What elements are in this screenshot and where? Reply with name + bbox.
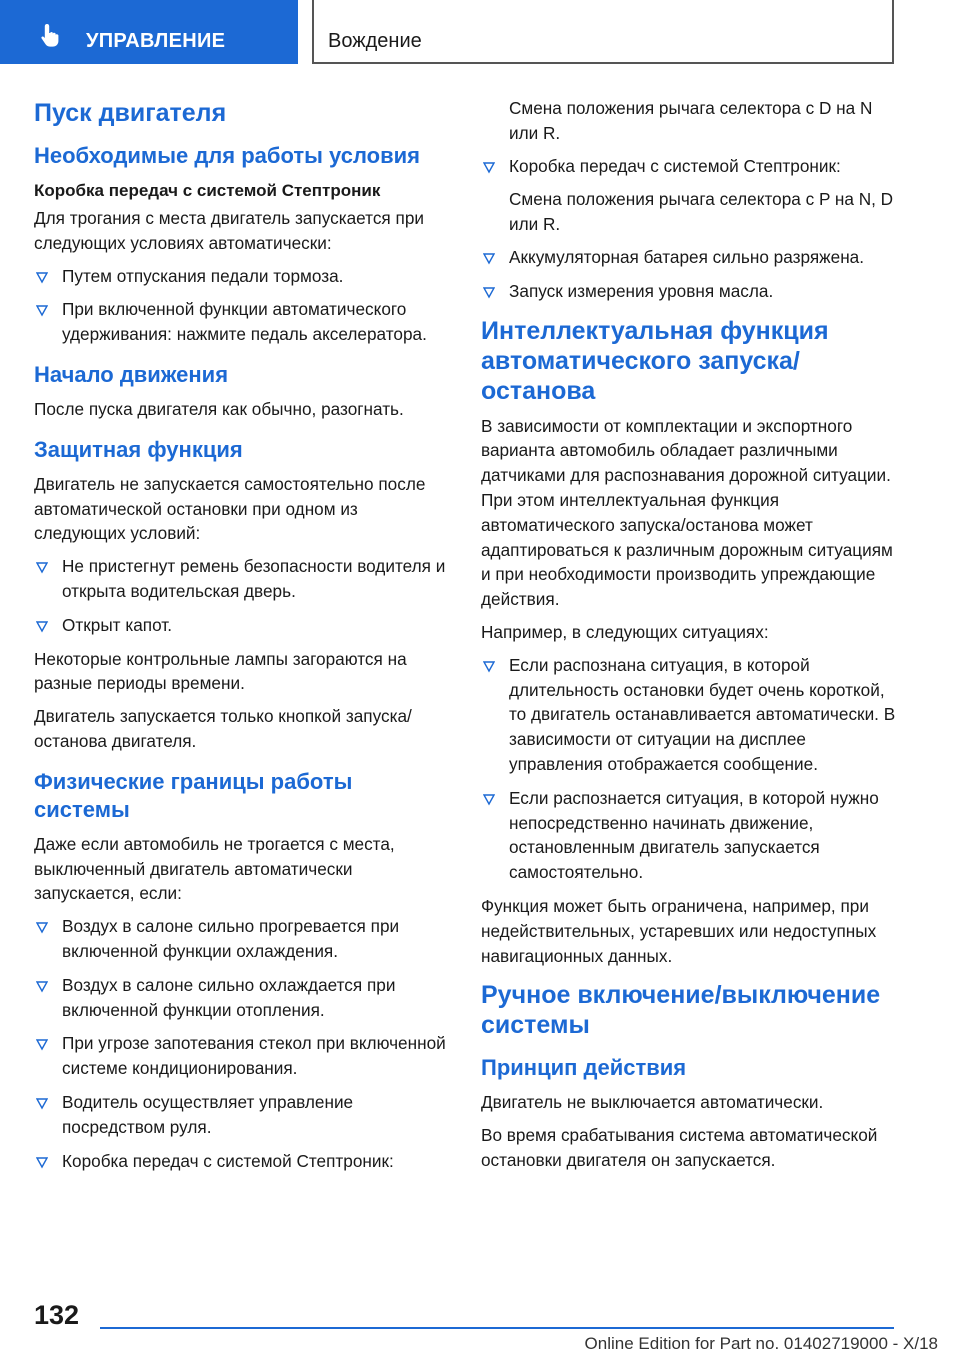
list-item: При включенной функции автоматического удерживания: нажмите педаль акселератора.: [34, 297, 450, 347]
header-tab-label: УПРАВЛЕНИЕ: [86, 30, 226, 52]
header-tab[interactable]: [0, 0, 298, 64]
list-item: Воздух в салоне сильно прогревается при включенной функции охлаждения.: [34, 914, 450, 964]
list-item: Аккумуляторная батарея сильно разряжена.: [481, 245, 897, 270]
list-item: При угрозе запотевания стекол при включенной системе кондиционирования.: [34, 1031, 450, 1081]
limit-text: Функция может быть ограничена, например, при недействительных, устаревших или недоступных навигационных данных.: [481, 895, 877, 966]
list-item: Водитель осуществляет управление посредством руля.: [34, 1090, 450, 1140]
conditions-heading: Необходимые для работы условия: [34, 143, 420, 168]
list-item: Если распознается ситуация, в которой нужно непосредственно начинать движение, остановленным двигатель запускается самостоятельно.: [481, 786, 897, 885]
protect-after-1: Некоторые контрольные лампы загораются на разные периоды времени.: [34, 648, 407, 694]
list-item: Коробка передач с системой Стептроник:: [481, 154, 897, 179]
protect-after-2: Двигатель запускается только кнопкой запуска/останова двигателя.: [34, 706, 412, 751]
protect-heading: Защитная функция: [34, 436, 243, 462]
protect-list: [34, 554, 450, 637]
protect-text: Двигатель не запускается самостоятельно после автоматической остановки при одном из следующих условий:: [34, 473, 426, 544]
list-item: Воздух в салоне сильно охлаждается при включенной функции отопления.: [34, 973, 450, 1023]
list-item: Открыт капот.: [34, 613, 450, 638]
hand-pointer-icon: [38, 22, 64, 48]
header-section-title: Вождение: [328, 30, 422, 52]
left-column: [34, 98, 450, 1182]
page-number: 132: [34, 1300, 80, 1330]
principle-heading: Принцип действия: [481, 1055, 687, 1081]
manual-heading: Ручное включение/выключение системы: [481, 981, 881, 1040]
principle-text-2: Во время срабатывания система автоматической остановки двигателя он запускается.: [481, 1125, 878, 1170]
smart-list: [481, 653, 897, 885]
example-text: Например, в следующих ситуациях:: [481, 621, 769, 642]
smart-text: В зависимости от комплектации и экспортного варианта автомобиль обладает различными датчиками для распознавания дорожной ситуации. При этом интеллектуальная функция автоматического запуска/останова может адаптироваться к различным дорожным ситуациям и при необходимости производить упреждающие действия.: [481, 415, 893, 610]
limits-list: [34, 914, 450, 1173]
continuation-text-2: Смена положения рычага селектора с P на N, D или R.: [509, 189, 894, 235]
list-item: Путем отпускания педали тормоза.: [34, 264, 450, 289]
right-column: [481, 96, 897, 1181]
footer-divider: [100, 1327, 894, 1329]
limits-heading: Физические границы работы системы: [34, 768, 353, 822]
list-item: Запуск измерения уровня масла.: [481, 279, 897, 304]
start-text: После пуска двигателя как обычно, разогнать.: [34, 398, 404, 419]
list-item: Коробка передач с системой Стептроник:: [34, 1149, 450, 1174]
engine-start-title: Пуск двигателя: [34, 99, 227, 127]
limits-text: Даже если автомобиль не трогается с места, выключенный двигатель автоматически запускается, если:: [34, 833, 395, 904]
list-item: Не пристегнут ремень безопасности водителя и открыта водительская дверь.: [34, 554, 450, 604]
start-heading: Начало движения: [34, 361, 229, 387]
footer-edition: Online Edition for Part no. 01402719000 - X/18: [584, 1334, 938, 1353]
header-section-box: [312, 0, 894, 64]
principle-text-1: Двигатель не выключается автоматически.: [481, 1092, 824, 1113]
steptronic-list: [34, 264, 450, 347]
right-list-a: [481, 154, 897, 179]
steptronic-heading: Коробка передач с системой Стептроник: [34, 181, 381, 200]
continuation-text-1: Смена положения рычага селектора с D на N или R.: [509, 98, 873, 143]
smart-heading: Интеллектуальная функция автоматического запуска/останова: [481, 316, 829, 405]
steptronic-text: Для трогания с места двигатель запускается при следующих условиях автоматически:: [34, 208, 424, 253]
right-list-b: [481, 245, 897, 304]
list-item: Если распознана ситуация, в которой длительность остановки будет очень короткой, то двигатель останавливается автоматически. В зависимости от ситуации на дисплее управления отображается сообщение.: [481, 653, 897, 777]
